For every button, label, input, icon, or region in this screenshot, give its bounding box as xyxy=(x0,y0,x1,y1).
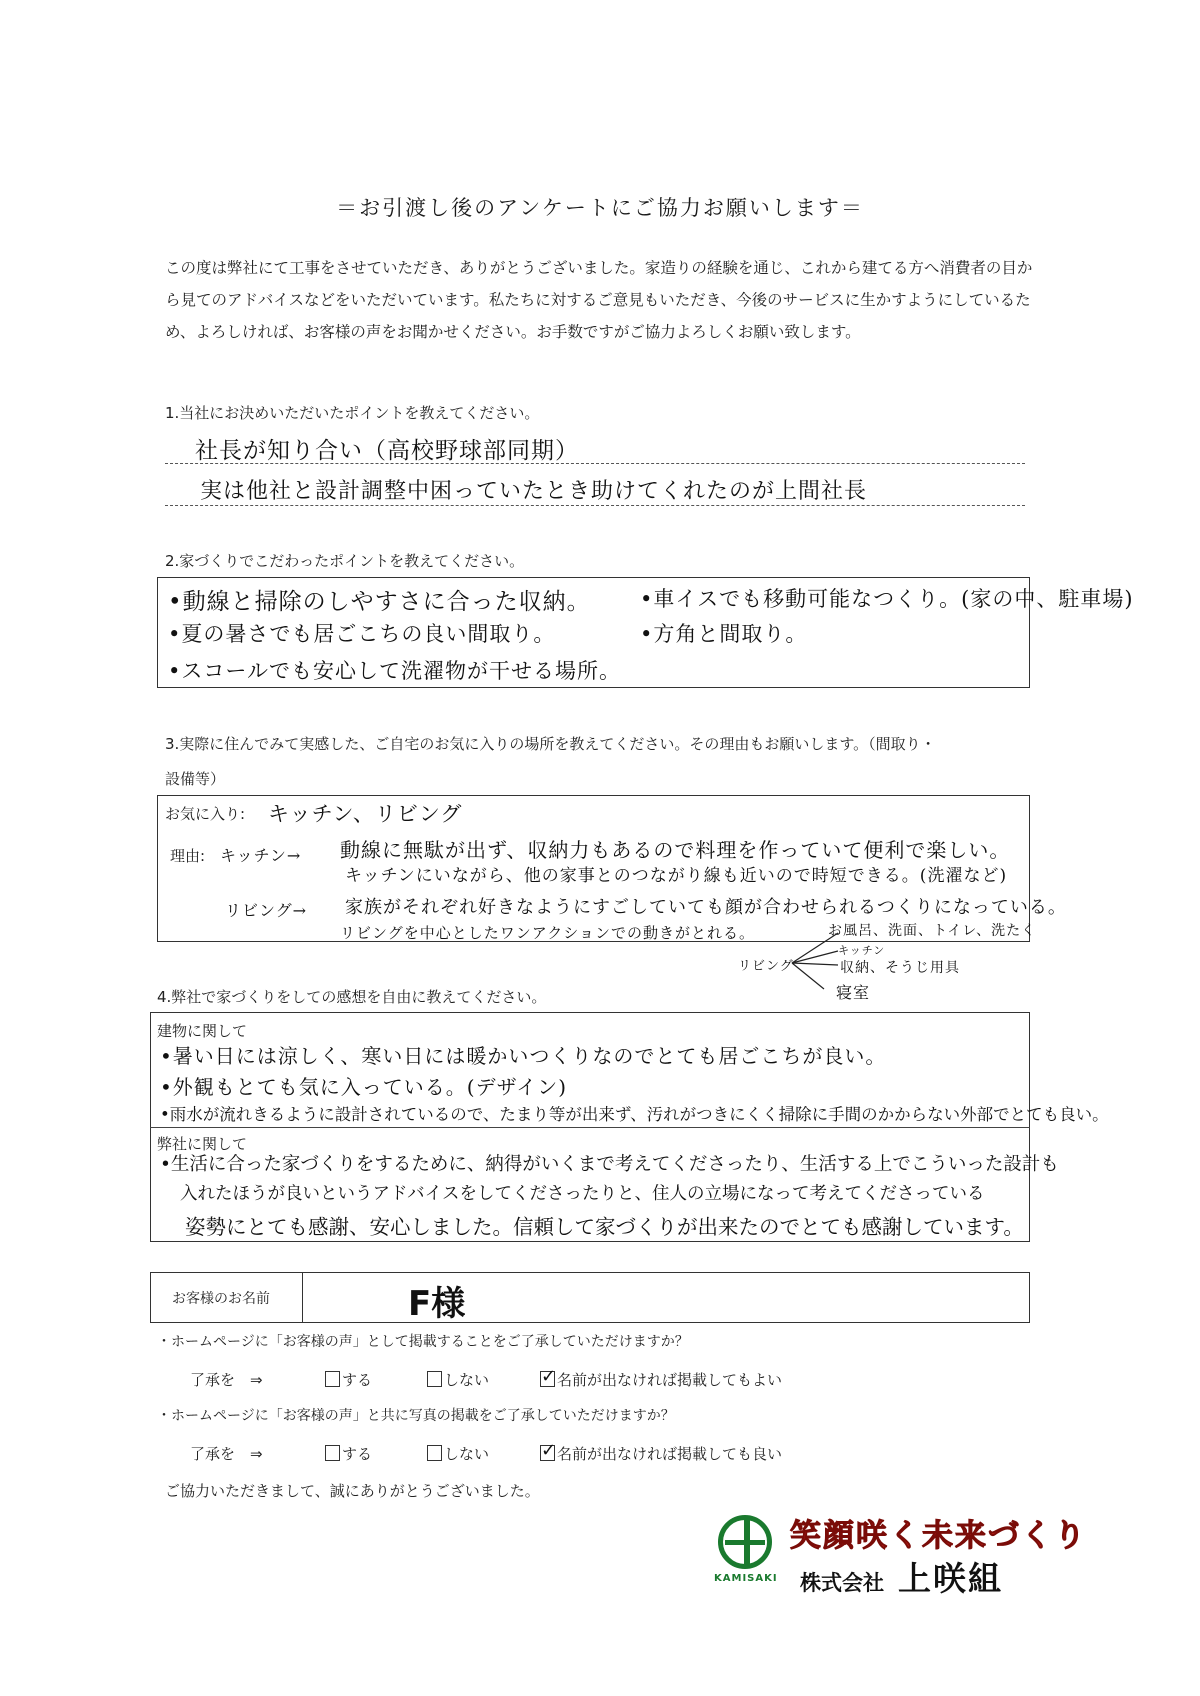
consent-1-anon[interactable] xyxy=(540,1369,782,1390)
consent-2-anon-label: 名前が出なければ掲載しても良い xyxy=(557,1445,783,1463)
living-reason-2: リビングを中心としたワンアクションでの動きがとれる。 xyxy=(340,924,755,942)
consent-2-anon[interactable] xyxy=(540,1443,782,1464)
consent-1-yes-label: する xyxy=(342,1371,373,1389)
q2-item-1: •動線と掃除のしやすさに合った収納。 xyxy=(168,589,591,615)
consent-2-prefix: 了承を ⇒ xyxy=(190,1445,263,1463)
intro-text: この度は弊社にて工事をさせていただき、ありがとうございました。家造りの経験を通じ、これから建てる方へ消費者の目から見てのアドバイスなどをいただいています。私たちに対するご意見もいただき、今後のサービスに生かすようにしているため、よろしければ、お客様の声をお聞かせください。お手数ですがご協力よろしくお願い致します。 xyxy=(165,259,1033,341)
company-header: 弊社に関して xyxy=(157,1135,248,1153)
consent-1-question: ・ホームページに「お客様の声」として掲載することをご了承していただけますか？ xyxy=(157,1334,689,1350)
consent-2-question: ・ホームページに「お客様の声」と共に写真の掲載をご了承していただけますか？ xyxy=(157,1408,675,1424)
company-line-2: 入れたほうが良いというアドバイスをしてくださったりと、住人の立場になって考えてくださっている xyxy=(180,1184,985,1204)
q4-divider xyxy=(150,1127,1030,1128)
consent-1-no-label: しない xyxy=(444,1371,490,1389)
logo-slogan: 笑顔咲く未来づくり xyxy=(790,1518,1087,1554)
consent-2-yes[interactable] xyxy=(325,1443,372,1464)
q2-item-4: •方角と間取り。 xyxy=(640,622,808,646)
customer-name: F様 xyxy=(408,1284,466,1324)
consent-2-yes-checkbox[interactable] xyxy=(325,1445,340,1461)
q2-item-5: •スコールでも安心して洗濯物が干せる場所。 xyxy=(168,659,621,683)
q1-line-2 xyxy=(165,505,1025,506)
q2-item-3: •夏の暑さでも居ごこちの良い間取り。 xyxy=(168,622,556,646)
survey-title: ＝お引渡し後のアンケートにご協力お願いします＝ xyxy=(336,196,864,220)
question-4-label: 4.弊社で家づくりをしての感想を自由に教えてください。 xyxy=(157,988,547,1006)
reason-prefix: 理由: xyxy=(170,847,206,865)
consent-2-anon-checkbox[interactable] xyxy=(540,1445,555,1461)
consent-1-yes-checkbox[interactable] xyxy=(325,1371,340,1387)
living-label: リビング→ xyxy=(225,901,308,920)
company-name xyxy=(800,1553,1003,1600)
logo-mark-text: KAMISAKI xyxy=(714,1573,778,1584)
name-box-divider xyxy=(302,1272,303,1323)
diagram-branch-bedroom: 寝室 xyxy=(836,983,871,1002)
q1-line-1 xyxy=(165,463,1025,464)
kitchen-label: キッチン→ xyxy=(220,846,302,865)
building-line-3: •雨水が流れきるように設計されているので、たまり等が出来ず、汚れがつきにくく掃除に手間のかからない外部でとても良い。 xyxy=(160,1105,1109,1124)
q2-item-2: •車イスでも移動可能なつくり。(家の中、駐車場) xyxy=(640,587,1134,611)
consent-1-yes[interactable] xyxy=(325,1369,372,1390)
consent-1-anon-label: 名前が出なければ掲載してもよい xyxy=(557,1371,783,1389)
consent-1-prefix: 了承を ⇒ xyxy=(190,1371,263,1389)
consent-2-yes-label: する xyxy=(342,1445,373,1463)
diagram-branch-bath: お風呂、洗面、トイレ、洗たく xyxy=(828,923,1037,939)
building-line-2: •外観もとても気に入っている。(デザイン) xyxy=(160,1075,568,1099)
diagram-root-living: リビング xyxy=(738,959,794,974)
question-2-label: 2.家づくりでこだわったポイントを教えてください。 xyxy=(165,552,525,570)
building-header: 建物に関して xyxy=(157,1022,248,1040)
closing-text: ご協力いただきまして、誠にありがとうございました。 xyxy=(165,1482,540,1500)
diagram-branch-storage: 収納、そうじ用具 xyxy=(840,960,960,976)
name-box xyxy=(150,1272,1030,1323)
favorite-value: キッチン、リビング xyxy=(268,802,463,826)
consent-1-no[interactable] xyxy=(427,1369,489,1390)
company-name-main: 上咲組 xyxy=(898,1559,1003,1598)
consent-1-anon-checkbox[interactable] xyxy=(540,1371,555,1387)
living-reason-1: 家族がそれぞれ好きなようにすごしていても顔が合わせられるつくりになっている。 xyxy=(345,897,1067,918)
company-prefix: 株式会社 xyxy=(800,1571,884,1595)
q1-answer-2: 実は他社と設計調整中困っていたとき助けてくれたのが上間社長 xyxy=(200,479,868,504)
consent-2-no[interactable] xyxy=(427,1443,489,1464)
consent-2-no-checkbox[interactable] xyxy=(427,1445,442,1461)
kitchen-reason-2: キッチンにいながら、他の家事とのつながり線も近いので時短できる。(洗濯など) xyxy=(345,866,1008,886)
company-line-3: 姿勢にとても感謝、安心しました。信頼して家づくりが出来たのでとても感謝しています。 xyxy=(185,1215,1024,1239)
question-1-label: 1.当社にお決めいただいたポイントを教えてください。 xyxy=(165,404,540,422)
consent-2-no-label: しない xyxy=(444,1445,490,1463)
question-3-label-cont: 設備等） xyxy=(165,770,226,788)
diagram-branch-kitchen: キッチン xyxy=(838,944,886,957)
kitchen-reason-1: 動線に無駄が出ず、収納力もあるので料理を作っていて便利で楽しい。 xyxy=(340,838,1011,862)
name-label: お客様のお名前 xyxy=(172,1291,270,1307)
favorite-prefix: お気に入り: xyxy=(165,805,246,823)
building-line-1: •暑い日には涼しく、寒い日には暖かいつくりなのでとても居ごこちが良い。 xyxy=(160,1044,887,1068)
company-line-1: •生活に合った家づくりをするために、納得がいくまで考えてくださったり、生活する上でこういった設計も xyxy=(160,1154,1059,1175)
consent-1-no-checkbox[interactable] xyxy=(427,1371,442,1387)
question-3-label: 3.実際に住んでみて実感した、ご自宅のお気に入りの場所を教えてください。その理由もお願いします。（間取り・ xyxy=(165,735,936,753)
kamisaki-logo-icon xyxy=(718,1515,772,1569)
q1-answer-1: 社長が知り合い（高校野球部同期） xyxy=(195,438,579,464)
